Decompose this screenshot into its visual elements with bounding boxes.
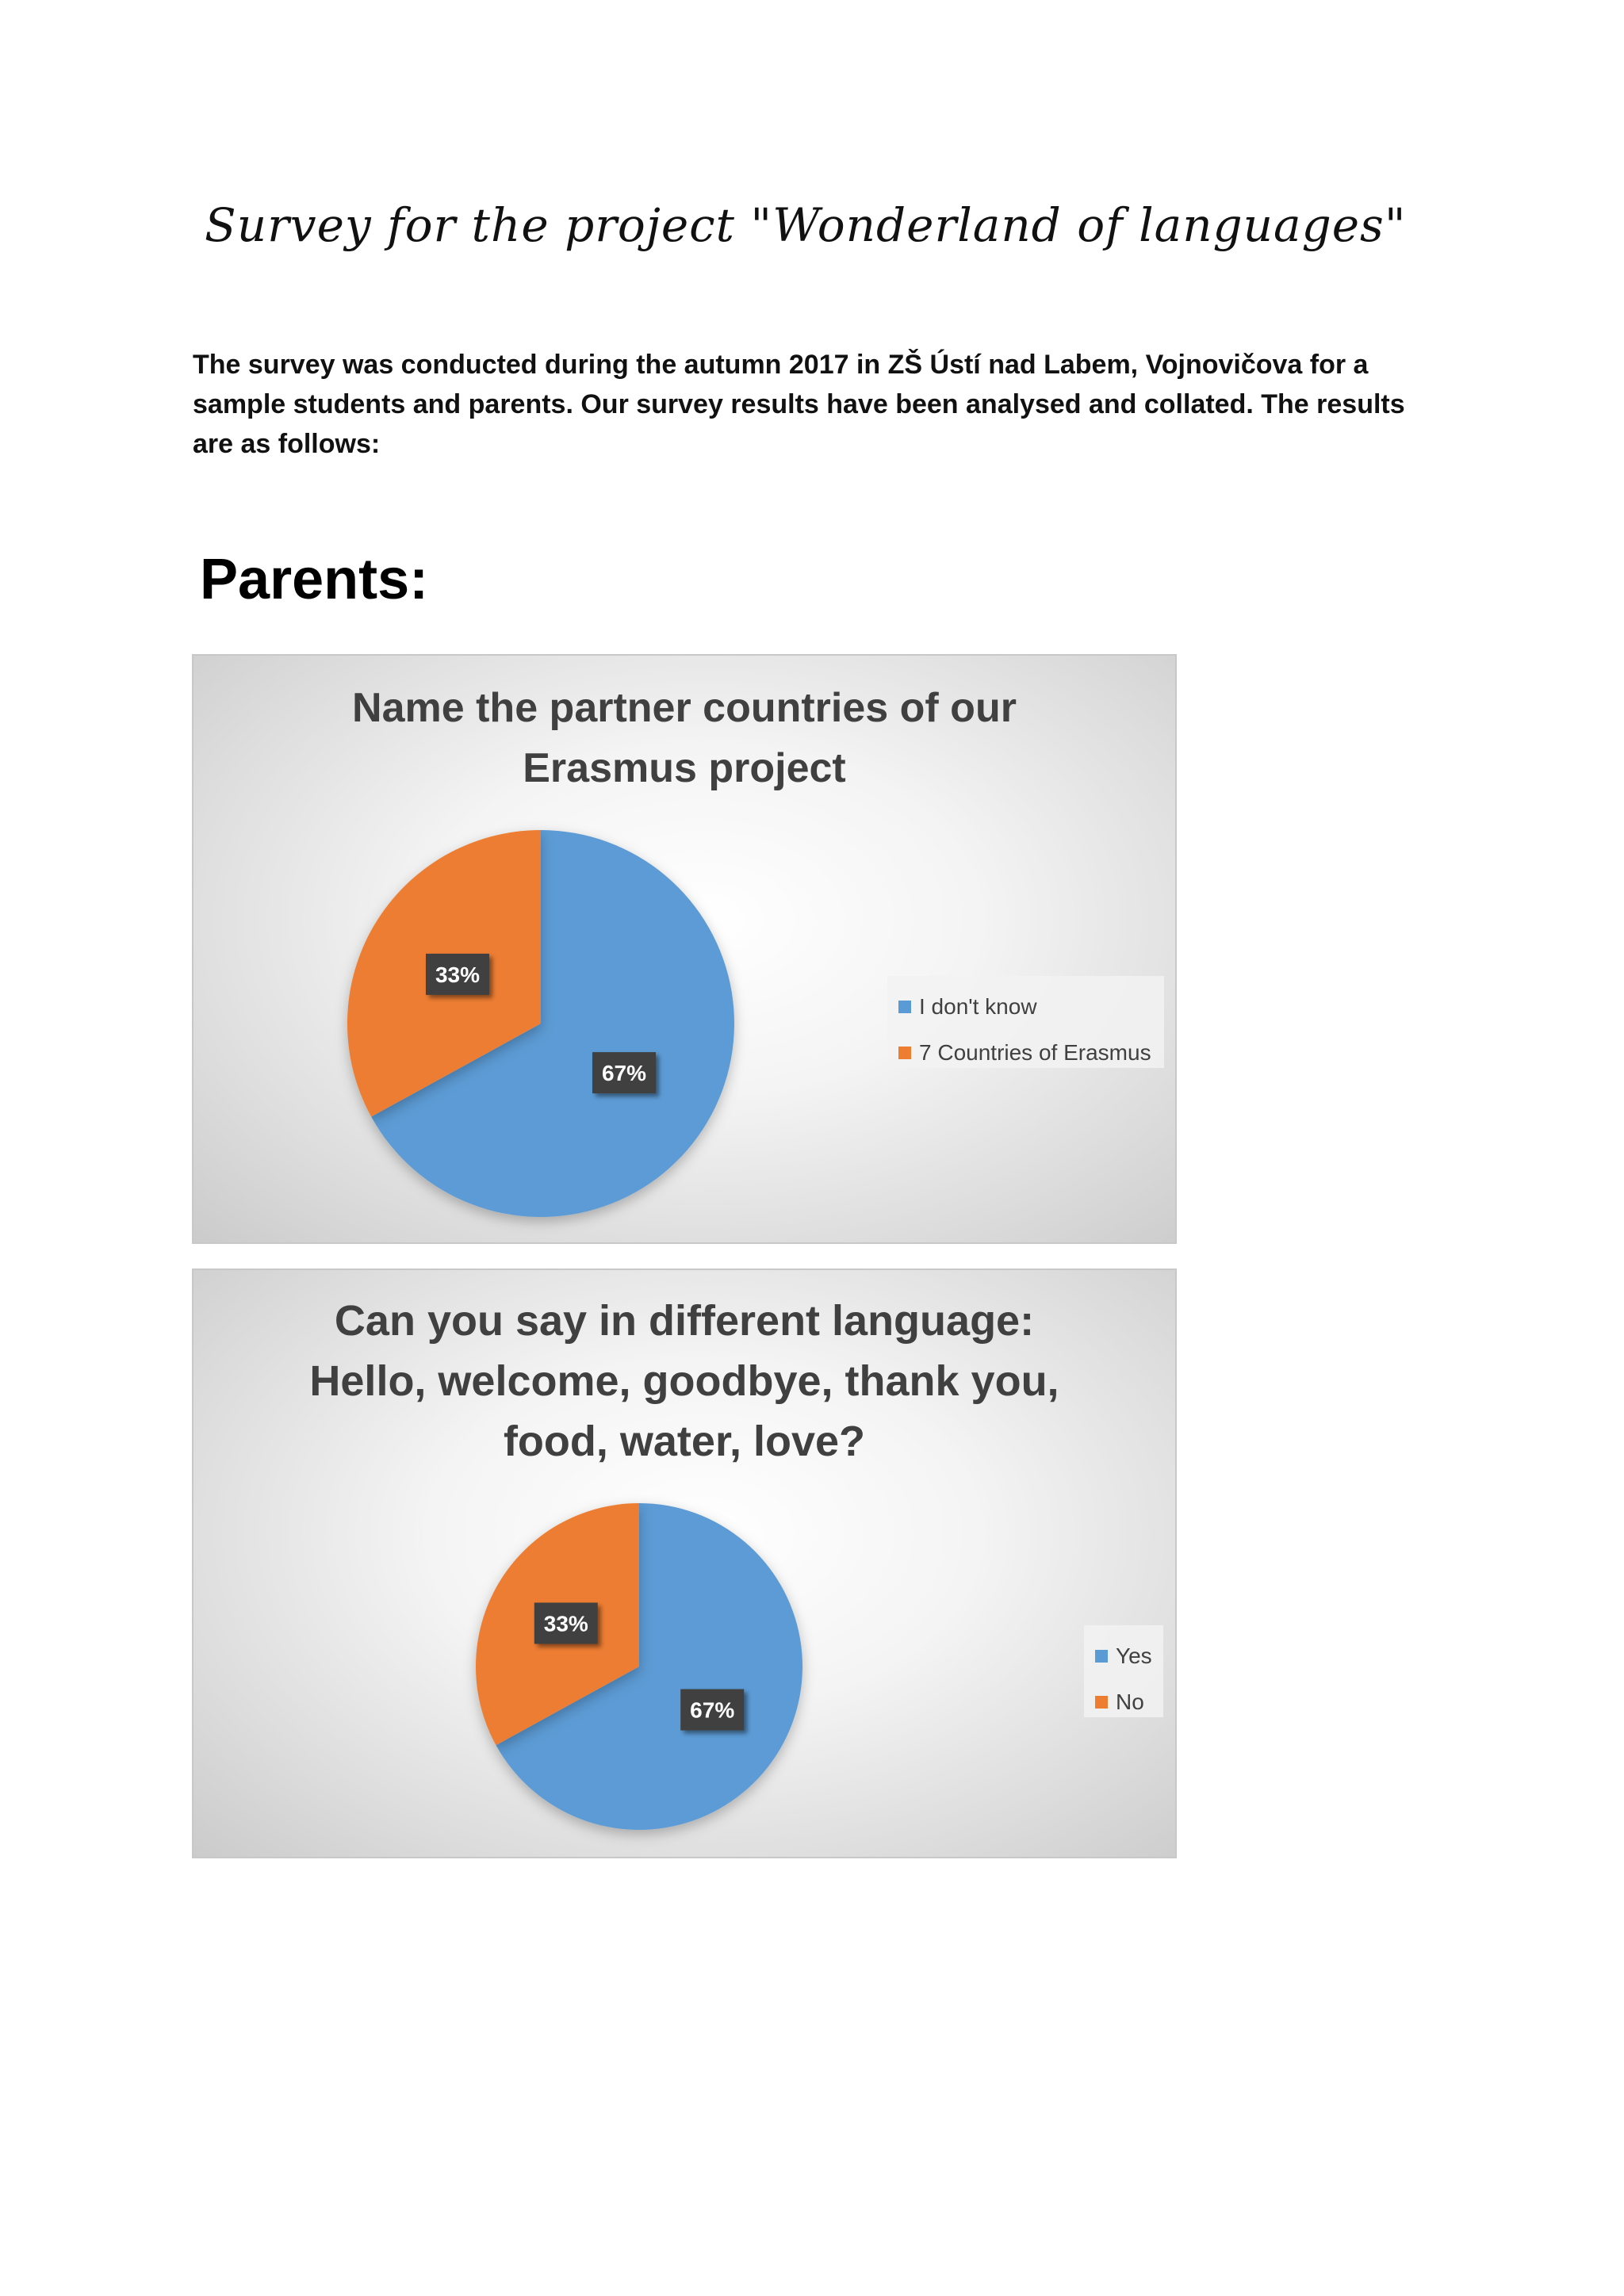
chart-legend (1084, 1625, 1163, 1717)
section-heading-parents: Parents: (200, 548, 429, 611)
data-label-7-countries-of-erasmus (426, 954, 489, 995)
pie-chart-different-language (192, 1269, 1177, 1858)
data-label-text: 67% (690, 1697, 735, 1723)
legend-swatch (1095, 1650, 1108, 1663)
chart-title-line: Name the partner countries of our (352, 685, 1017, 731)
legend-swatch (1095, 1696, 1108, 1709)
data-label-text: 33% (543, 1611, 588, 1636)
legend-swatch (898, 1001, 911, 1013)
chart-legend (887, 976, 1164, 1068)
data-label-text: 33% (435, 962, 481, 987)
data-label-yes (680, 1689, 744, 1731)
pie-chart-svg (193, 1270, 1177, 1858)
legend-swatch (898, 1047, 911, 1059)
chart-title-line: Hello, welcome, goodbye, thank you, (309, 1357, 1059, 1405)
chart-title-line: Can you say in different language: (334, 1297, 1035, 1345)
legend-item (898, 984, 1153, 1030)
document-title: Survey for the project "Wonderland of languages" (205, 198, 1407, 252)
legend-label: I don't know (919, 994, 1037, 1019)
data-label-no (534, 1602, 598, 1644)
legend-label: No (1116, 1689, 1144, 1714)
legend-label: Yes (1116, 1644, 1152, 1668)
pie-chart-partner-countries (192, 654, 1177, 1244)
legend-item (1095, 1633, 1152, 1679)
pie-chart-svg (193, 656, 1177, 1244)
legend-item (898, 1030, 1153, 1076)
chart-title-line: food, water, love? (503, 1418, 866, 1465)
chart-title-line: Erasmus project (523, 745, 846, 791)
legend-label: 7 Countries of Erasmus (919, 1040, 1151, 1065)
data-label-i-dont-know (592, 1052, 656, 1093)
intro-paragraph: The survey was conducted during the autumn 2017 in ZŠ Ústí nad Labem, Vojnovičova for a sample students and parents. Our survey results have been analysed and collated. The results are as follows: (193, 350, 1405, 459)
legend-item (1095, 1679, 1152, 1725)
data-label-text: 67% (601, 1061, 647, 1086)
